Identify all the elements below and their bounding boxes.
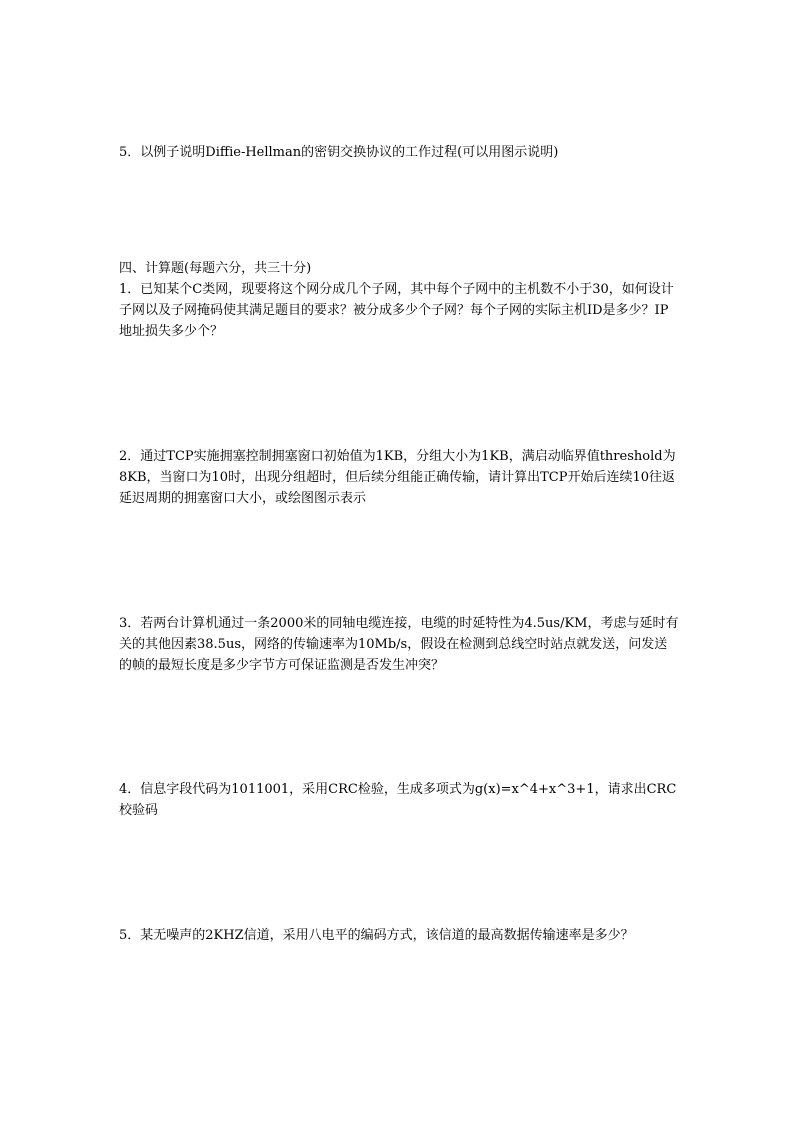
question-calc-5: 5．某无噪声的2KHZ信道，采用八电平的编码方式，该信道的最高数据传输速率是多少？ bbox=[119, 928, 634, 943]
section-title-calculation: 四、计算题(每题六分，共三十分) bbox=[119, 261, 312, 276]
question-calc-3: 3．若两台计算机通过一条2000米的同轴电缆连接，电缆的时延特性为4.5us/KM，考虑与延时有关的其他因素38.5us，网络的传输速率为10Mb/s，假设在检测到总线空时站点就发送，问发送的帧的最短长度是多少字节方可保证监测是否发生冲突？ bbox=[119, 616, 679, 673]
question-short-answer-5: 5．以例子说明Diffie-Hellman的密钥交换协议的工作过程(可以用图示说明) bbox=[119, 145, 559, 160]
question-calc-2: 2．通过TCP实施拥塞控制拥塞窗口初始值为1KB，分组大小为1KB，满启动临界值threshold为8KB，当窗口为10时，出现分组超时，但后续分组能正确传输，请计算出TCP开始后连续10往返延迟周期的拥塞窗口大小，或绘图图示表示 bbox=[119, 449, 676, 506]
question-calc-4: 4．信息字段代码为1011001，采用CRC检验，生成多项式为g(x)=x^4+x^3+1，请求出CRC校验码 bbox=[119, 782, 677, 818]
question-calc-1: 1．已知某个C类网，现要将这个网分成几个子网，其中每个子网中的主机数不小于30，如何设计子网以及子网掩码使其满足题目的要求？被分成多少个子网？每个子网的实际主机ID是多少？IP地址损失多少个？ bbox=[119, 282, 674, 339]
